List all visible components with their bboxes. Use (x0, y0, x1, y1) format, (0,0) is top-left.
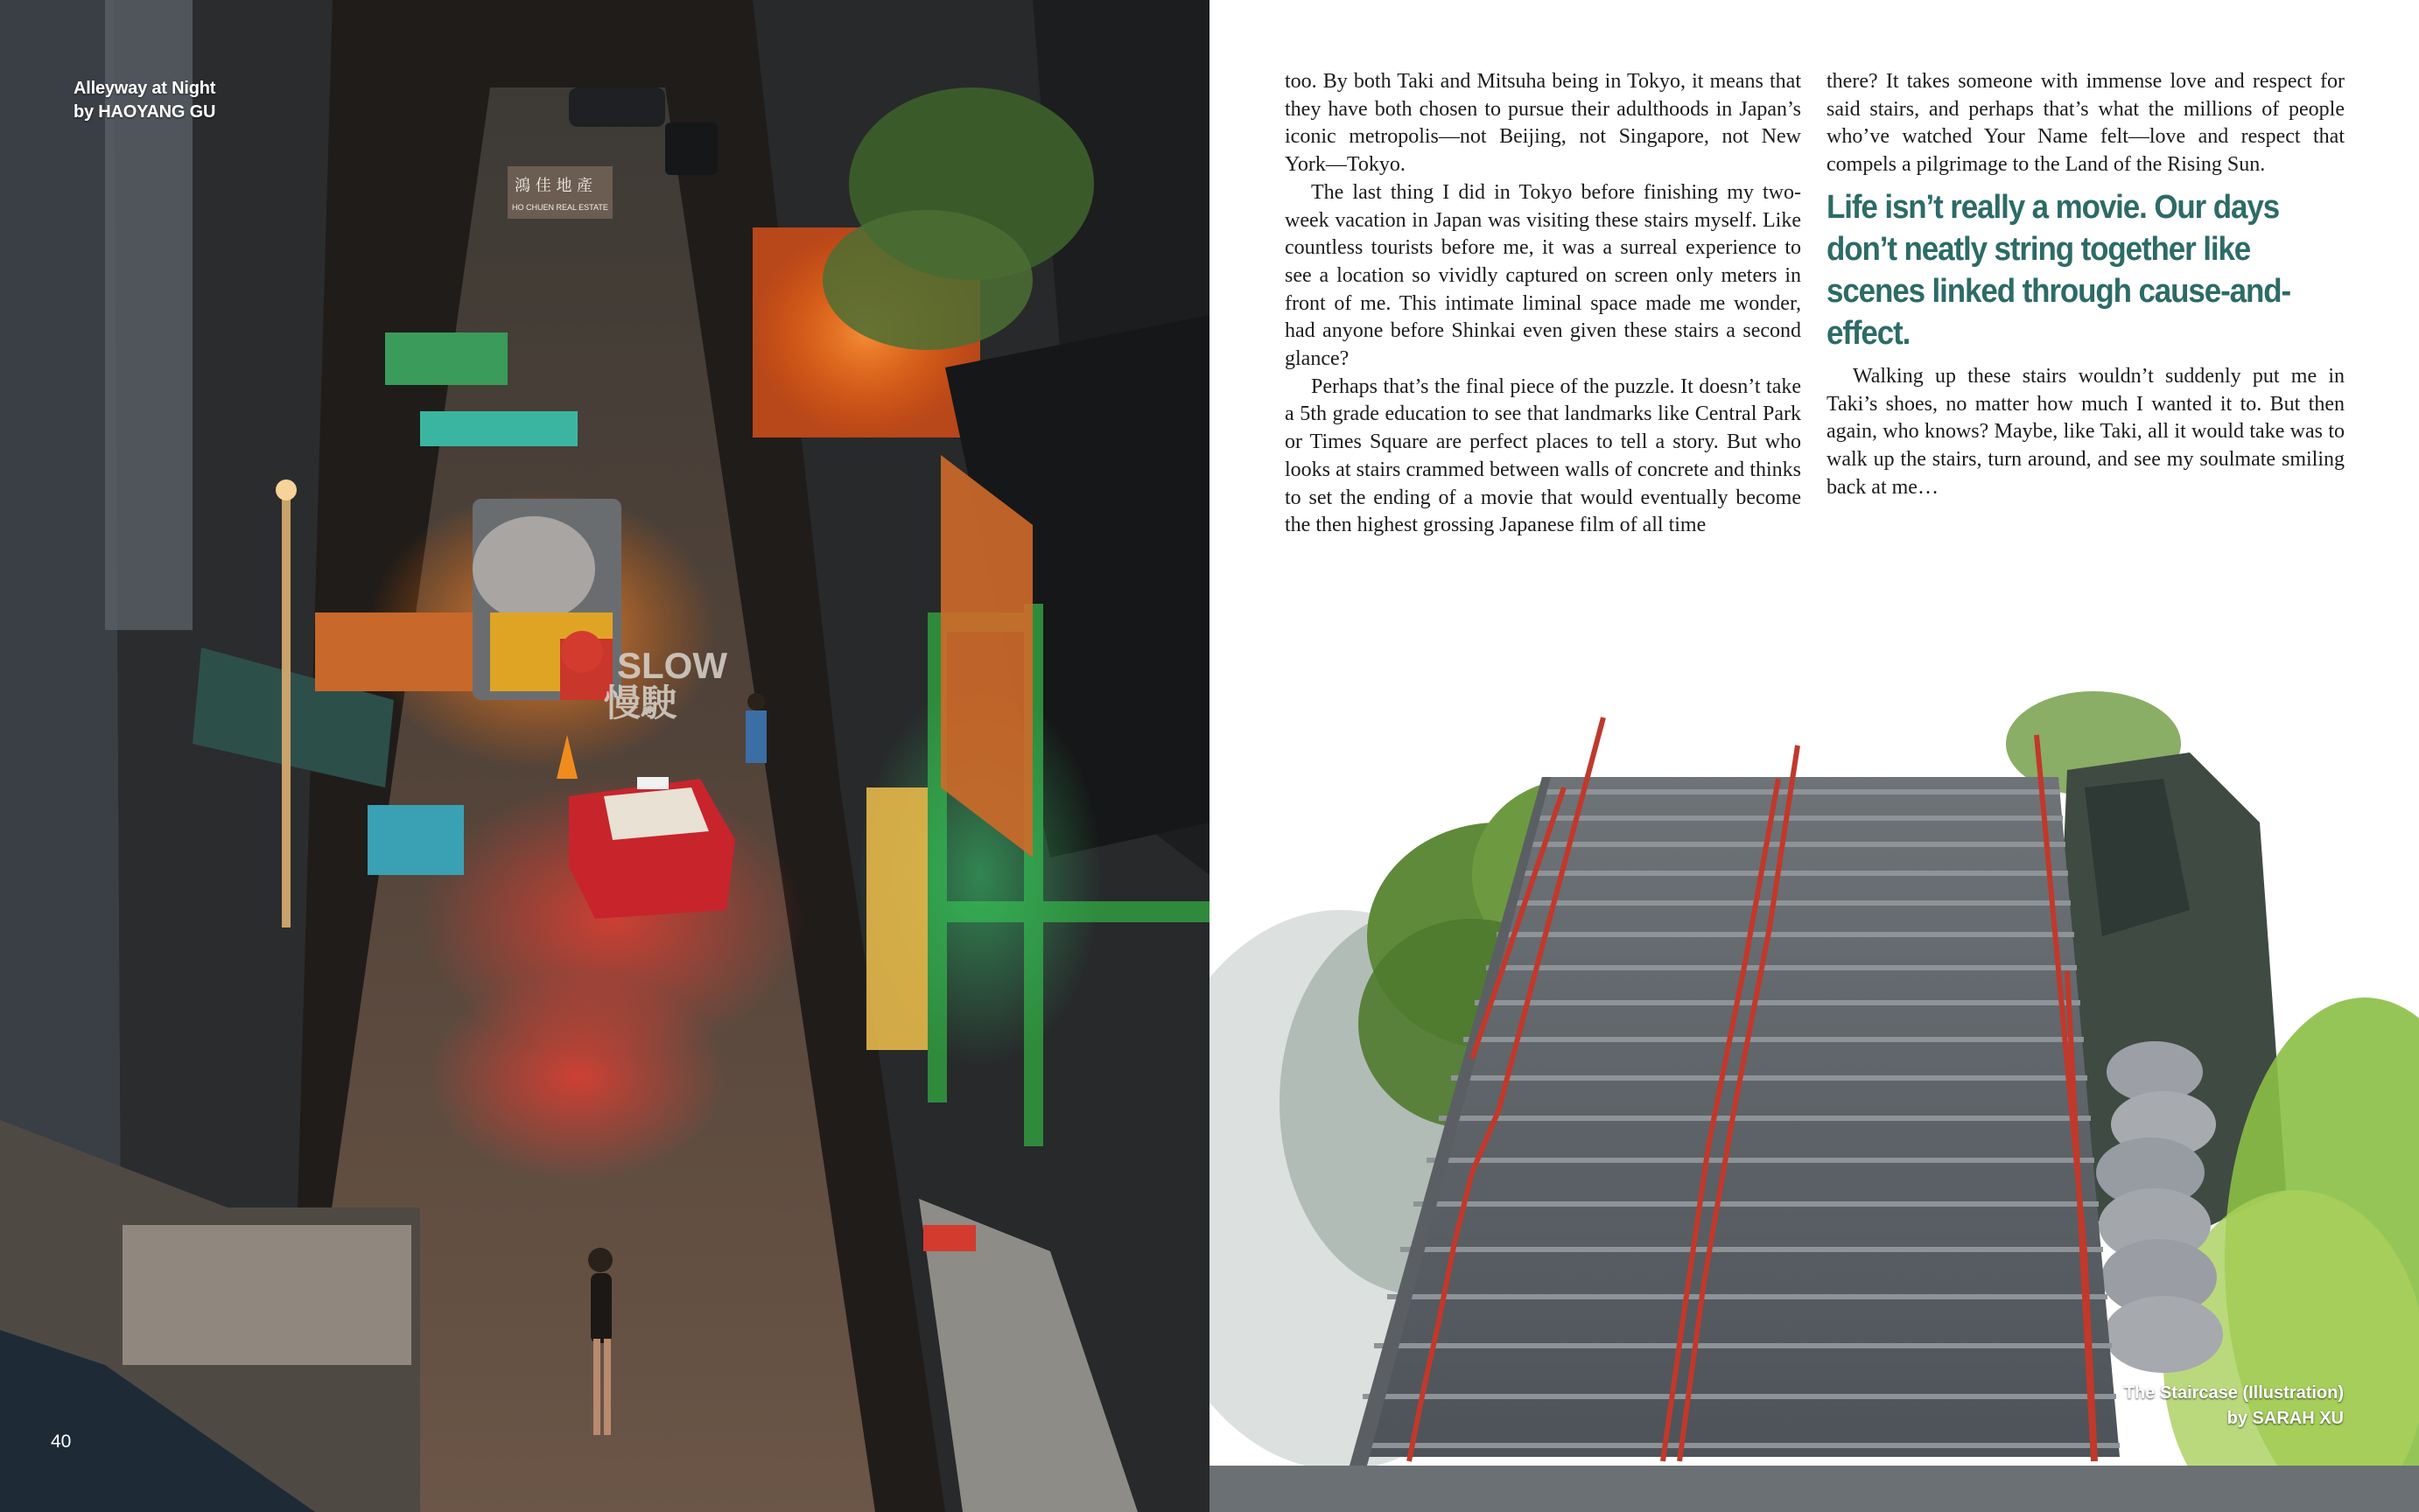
photo-caption (74, 77, 215, 124)
body-paragraph: Perhaps that’s the final piece of the puzzle. It doesn’t take a 5th grade education to see that landmarks like Central Park or Times Square are perfect places to tell a story. But who looks at stairs crammed between walls of concrete and thinks to set the ending of a movie that would eventually become the then highest grossing Japanese film of all time (1285, 374, 1801, 537)
shop-sign-english: HO CHUEN REAL ESTATE (512, 203, 608, 212)
body-paragraph: The last thing I did in Tokyo before finishing my two-week vacation in Japan was visiting these stairs myself. Like countless tourists before me, it was a surreal experience to see a location so vividly captured on screen only meters in front of me. This intimate liminal space made me wonder, had anyone before Shinkai even given these stairs a second glance? (1285, 180, 1801, 371)
staircase-illustration (1210, 648, 2419, 1512)
article-page (1210, 0, 2419, 1512)
body-column-1 (1285, 68, 1801, 540)
body-paragraph: Walking up these stairs wouldn’t suddenly put me in Taki’s shoes, no matter how much I wanted it to. But then again, who knows? Maybe, like Taki, all it would take was to walk up the stairs, turn around, and see my soulmate smiling back at me… (1827, 364, 2345, 499)
illustration-caption-title: The Staircase (Illustration) (2123, 1383, 2344, 1403)
road-marking-cjk: 慢駛 (604, 682, 678, 724)
illustration-caption (2124, 1381, 2344, 1432)
shop-sign-cjk: 鴻 佳 地 產 (515, 177, 593, 195)
body-paragraph: too. By both Taki and Mitsuha being in Tokyo, it means that they have both chosen to pursue their adulthoods in Japan’s iconic metropolis—not Beijing, not Singapore, not New York—Tokyo. (1285, 70, 1801, 177)
body-column-2 (1827, 68, 2345, 501)
body-paragraph: there? It takes someone with immense love and respect for said stairs, and perhaps that’s what the millions of people who’ve watched Your Name felt—love and respect that compels a pilgrimage to the Land of the Rising Sun. (1827, 70, 2345, 177)
photo-caption-credit: by HAOYANG GU (74, 102, 216, 122)
page-number: 40 (51, 1432, 72, 1452)
pull-quote: Life isn’t really a movie. Our days don’t neatly string together like scenes linked through cause-and-effect. (1827, 188, 2290, 352)
road-marking-slow: SLOW (617, 645, 727, 686)
photo-caption-title: Alleyway at Night (74, 79, 216, 98)
illustration-caption-credit: by SARAH XU (2226, 1409, 2344, 1428)
